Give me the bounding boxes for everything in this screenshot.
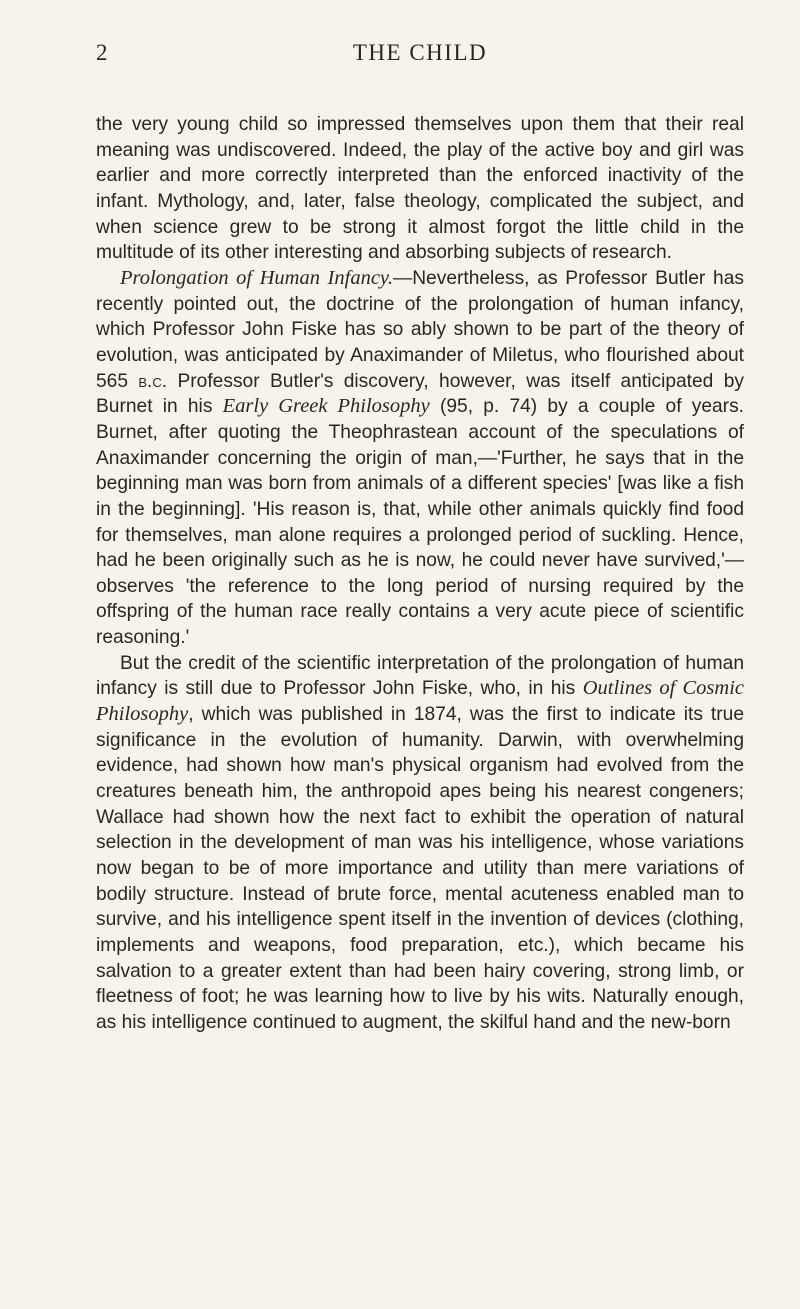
paragraph-1: the very young child so impressed themselves upon them that their real meaning was undiscovered. Indeed, the play of the active boy and girl was earlier and more correctly interpreted than the enforced inactivity of the infant. Mythology, and, later, false theology, complicated the subject, and when science grew to be strong it almost forgot the little child in the multitude of its other interesting and absorbing subjects of research. — [96, 114, 744, 264]
body-text — [96, 112, 744, 1036]
section-heading: Prolongation of Human Infancy. — [120, 266, 394, 289]
book-title-outlines-of-cosmic-philosophy: Outlines of Cosmic Philosophy — [96, 677, 744, 726]
paragraph-2-text-3: (95, p. 74) by a couple of years. Burnet, after quoting the Theophrastean account of the speculations of Anaximander concerning the origin of man,—'Further, he says that in the beginning man was born from animals of a different species' [was like a fish in the beginning]. 'His reason is, that, while other animals quickly find food for themselves, man alone requires a prolonged period of suckling. Hence, had he been originally such as he is now, he could never have survived,'—observes 'the reference to the long period of nursing required by the offspring of the human race really contains a very acute piece of scientific reasoning.' — [96, 396, 744, 649]
book-title-early-greek-philosophy: Early Greek Philosophy — [222, 395, 430, 418]
era-abbreviation: b.c. — [138, 370, 168, 392]
paragraph-2-text-2: Professor Butler's discovery, however, was itself anticipated by Burnet in his — [96, 370, 744, 418]
paragraph-3-text-1: But the credit of the scientific interpretation of the prolongation of human infancy is still due to Professor John Fiske, who, in his — [96, 652, 744, 700]
running-title: THE CHILD — [352, 40, 488, 65]
paragraph-3 — [96, 651, 744, 1036]
paragraph-3-text-2: , which was published in 1874, was the first to indicate its true significance in the evolution of humanity. Darwin, with overwhelming evidence, had shown how man's physical organism had evolved from the creatures beneath him, the anthropoid apes being his nearest congeners; Wallace had shown how the next fact to exhibit the operation of natural selection in the development of man was his intelligence, whose variations now began to be of more importance and utility than mere variations of bodily structure. Instead of brute force, mental acuteness enabled man to survive, and his intelligence spent itself in the invention of devices (clothing, implements and weapons, food preparation, etc.), which became his salvation to a greater extent than had been hairy covering, strong limb, or fleetness of foot; he was learning how to live by his wits. Naturally enough, as his intelligence continued to augment, the skilful hand and the new-born — [96, 704, 744, 1033]
paragraph-2-text-1: —Nevertheless, as Professor Butler has recently pointed out, the doctrine of the prolongation of human infancy, which Professor John Fiske has so ably shown to be part of the theory of evolution, was anticipated by Anaximander of Miletus, who flourished about 565 — [96, 267, 744, 392]
page-number: 2 — [96, 40, 109, 65]
paragraph-2 — [96, 266, 744, 651]
page-header — [96, 36, 744, 76]
